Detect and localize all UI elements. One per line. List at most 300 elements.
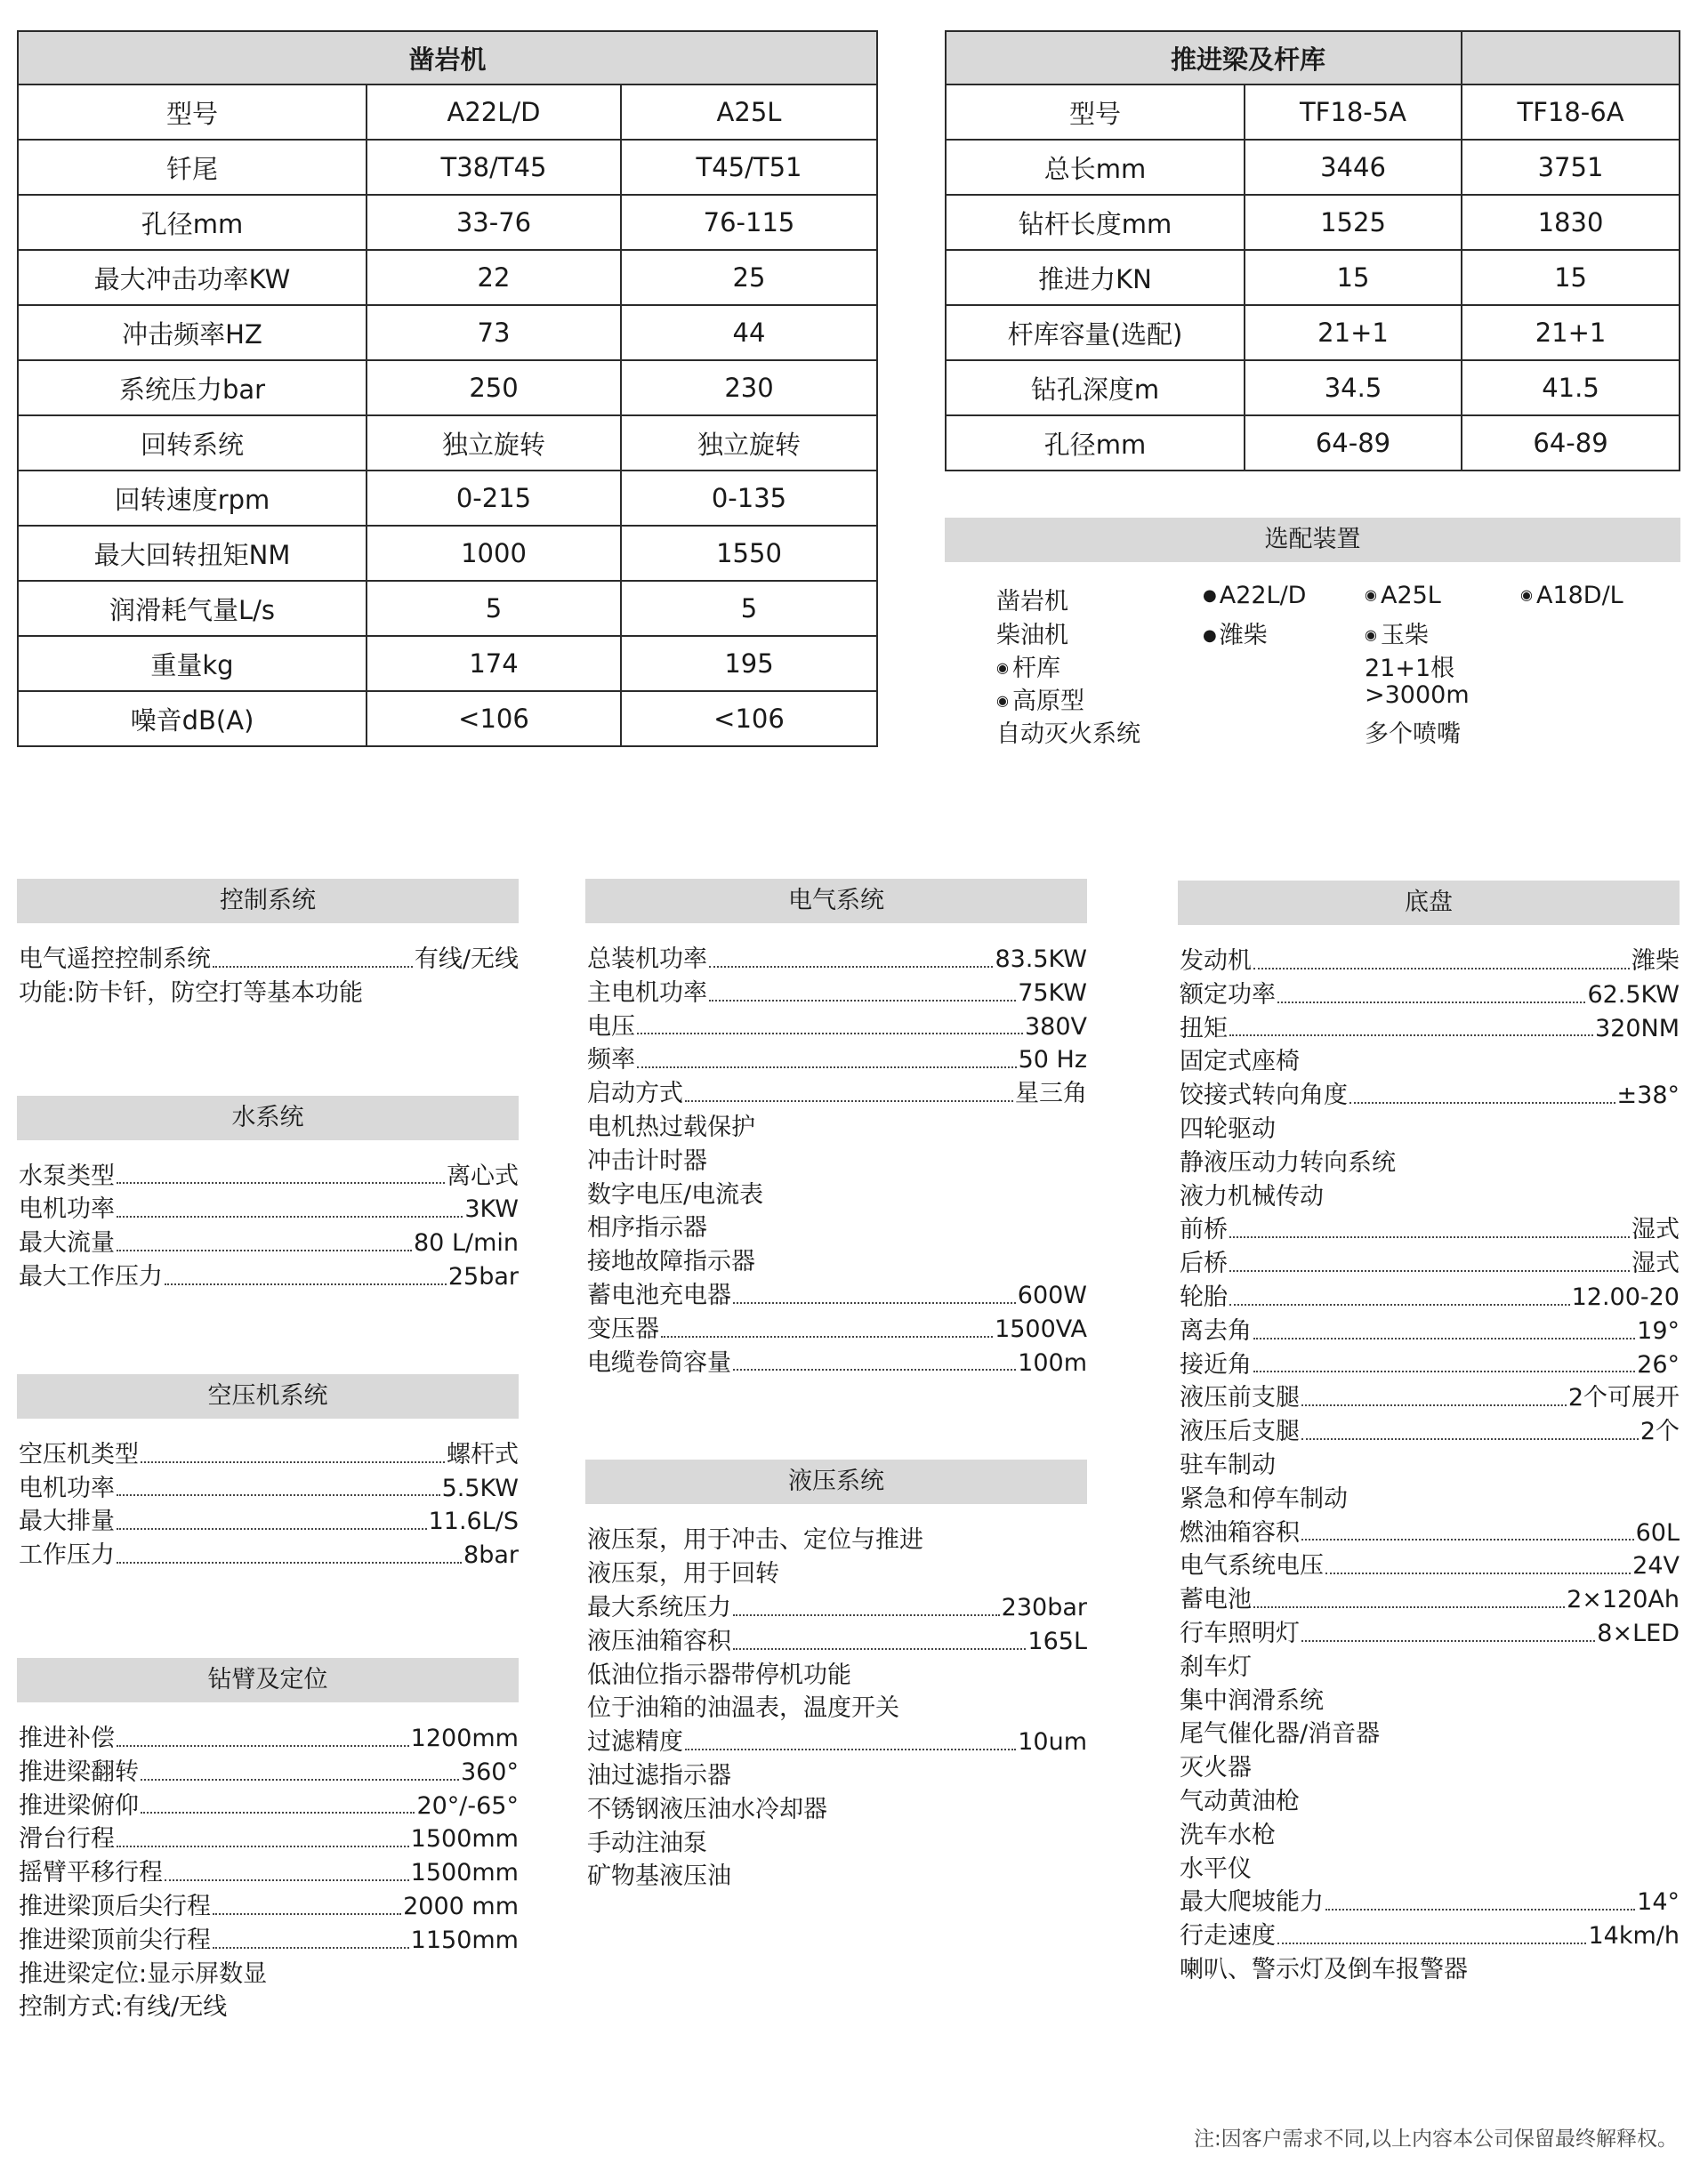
spec-item-label: 发动机 — [1180, 947, 1252, 975]
spec-item — [17, 1958, 519, 1991]
spec-item-value: 1150mm — [410, 1926, 519, 1954]
spec-item — [585, 1145, 1087, 1179]
dot-leader — [165, 1260, 447, 1285]
spec-item-label: 最大排量 — [19, 1508, 115, 1536]
spec-item-label: 接地故障指示器 — [587, 1248, 755, 1276]
spec-item — [585, 943, 1087, 977]
spec-item-label: 额定功率 — [1180, 980, 1276, 1009]
dot-leader — [117, 1822, 409, 1847]
spec-item-label: 水泵类型 — [19, 1162, 115, 1190]
dot-leader — [685, 1077, 1013, 1102]
optional-equipment-row — [945, 615, 1680, 649]
optional-equipment-title: 选配装置 — [945, 518, 1680, 562]
spec-item — [585, 1793, 1087, 1827]
feed-beam-label-cell: 钻孔深度m — [946, 360, 1245, 415]
rock-drill-value-cell: 22 — [367, 250, 621, 305]
feed-beam-value-cell: 1525 — [1245, 195, 1462, 250]
spec-item-label: 低油位指示器带停机功能 — [587, 1661, 851, 1689]
rock-drill-label-cell: 型号 — [18, 84, 367, 140]
dot-leader — [117, 1722, 409, 1747]
spec-item-value: 潍柴 — [1631, 947, 1680, 975]
spec-item-value: 60L — [1635, 1518, 1680, 1547]
rock-drill-value-cell: 5 — [621, 581, 877, 636]
rock-drill-value-cell: 1550 — [621, 526, 877, 581]
rock-drill-value-cell: T45/T51 — [621, 140, 877, 195]
spec-item-label: 洗车水枪 — [1180, 1821, 1276, 1849]
spec-item — [585, 1211, 1087, 1245]
dot-leader — [1277, 978, 1585, 1003]
spec-item-value: 2×120Ah — [1567, 1586, 1680, 1614]
feed-beam-value-cell: 3751 — [1462, 140, 1680, 195]
dot-leader — [1277, 1919, 1586, 1944]
spec-section — [17, 879, 519, 1010]
feed-beam-label-cell: 总长mm — [946, 140, 1245, 195]
dot-leader — [1229, 1247, 1630, 1272]
spec-item — [1178, 1180, 1680, 1214]
spec-item — [17, 1722, 519, 1756]
spec-item — [585, 1010, 1087, 1044]
spec-item — [1178, 1415, 1680, 1449]
spec-column-left — [17, 879, 519, 2024]
dot-leader — [661, 1313, 993, 1338]
spec-item — [1178, 1617, 1680, 1651]
spec-section — [17, 1374, 519, 1573]
spec-item-value: 100m — [1018, 1348, 1087, 1377]
spec-item — [17, 1856, 519, 1890]
dot-leader — [1229, 1012, 1593, 1037]
spec-item-label: 启动方式 — [587, 1080, 683, 1108]
spec-item — [17, 1924, 519, 1958]
rock-drill-value-cell: A25L — [621, 84, 877, 140]
spec-item-label: 尾气催化器/消音器 — [1180, 1720, 1381, 1749]
rock-drill-label-cell: 冲击频率HZ — [18, 305, 367, 360]
spec-section-title: 水系统 — [17, 1096, 519, 1140]
spec-item-label: 不锈钢液压油水冷却器 — [587, 1795, 827, 1823]
rock-drill-row — [18, 195, 877, 250]
spec-item-label: 相序指示器 — [587, 1214, 707, 1243]
spec-section-title: 钻臂及定位 — [17, 1658, 519, 1702]
spec-item-value: 8bar — [463, 1541, 519, 1570]
dot-leader — [1325, 1549, 1631, 1574]
spec-item-label: 推进梁顶后尖行程 — [19, 1892, 211, 1920]
spec-list — [1178, 925, 1680, 1987]
spec-item-value: 1500mm — [410, 1825, 519, 1854]
optional-equipment-cell: ◉ 高原型 — [996, 681, 1084, 716]
dot-leader — [709, 943, 993, 968]
optional-equipment-cell: ◉ 杆库 — [996, 648, 1060, 683]
spec-item — [17, 943, 519, 977]
spec-item-label: 功能:防卡钎，防空打等基本功能 — [19, 978, 364, 1007]
spec-item — [17, 1756, 519, 1790]
spec-item-label: 扭矩 — [1180, 1014, 1228, 1042]
feed-beam-value-cell: 21+1 — [1245, 305, 1462, 360]
rock-drill-value-cell: 5 — [367, 581, 621, 636]
rock-drill-label-cell: 重量kg — [18, 636, 367, 691]
spec-item — [1178, 1886, 1680, 1919]
spec-item-value: 2000 mm — [403, 1892, 519, 1920]
spec-item-label: 摇臂平移行程 — [19, 1859, 163, 1887]
spec-item — [585, 1827, 1087, 1861]
spec-item-value: 5.5KW — [441, 1474, 519, 1502]
optional-equipment-cell: 多个喷嘴 — [1365, 720, 1461, 748]
rock-drill-header-row — [18, 31, 877, 84]
rock-drill-value-cell: 195 — [621, 636, 877, 691]
spec-item — [585, 1313, 1087, 1347]
spec-item-label: 变压器 — [587, 1315, 659, 1343]
rock-drill-row — [18, 250, 877, 305]
rock-drill-value-cell: 73 — [367, 305, 621, 360]
feed-beam-header-row — [946, 31, 1680, 84]
spec-item-label: 前桥 — [1180, 1216, 1228, 1244]
dot-leader — [213, 1924, 409, 1949]
spec-item-value: 20°/-65° — [416, 1791, 519, 1820]
spec-section — [585, 1460, 1087, 1894]
spec-item-label: 液压泵，用于回转 — [587, 1560, 779, 1589]
rock-drill-row — [18, 415, 877, 471]
dot-leader — [213, 1890, 401, 1915]
spec-item — [1178, 1213, 1680, 1247]
spec-item-label: 固定式座椅 — [1180, 1048, 1300, 1076]
spec-item — [1178, 1045, 1680, 1079]
spec-item-label: 刹车灯 — [1180, 1653, 1252, 1681]
dot-leader — [1325, 1886, 1635, 1911]
dot-leader — [1253, 1583, 1565, 1608]
spec-section — [585, 879, 1087, 1380]
dot-leader — [117, 1193, 463, 1218]
spec-list — [17, 1419, 519, 1573]
feed-beam-value-cell: 1830 — [1462, 195, 1680, 250]
spec-item-label: 位于油箱的油温表，温度开关 — [587, 1694, 899, 1723]
spec-item-label: 喇叭、警示灯及倒车报警器 — [1180, 1955, 1468, 1983]
optional-equipment-cell: >3000m — [1365, 681, 1470, 709]
feed-beam-value-cell: 41.5 — [1462, 360, 1680, 415]
dot-leader — [1229, 1281, 1570, 1306]
rock-drill-value-cell: A22L/D — [367, 84, 621, 140]
spec-section-title: 底盘 — [1178, 881, 1680, 925]
spec-item — [1178, 1348, 1680, 1382]
dot-leader — [117, 1160, 445, 1185]
feed-beam-value-cell: 3446 — [1245, 140, 1462, 195]
spec-item — [1178, 1247, 1680, 1281]
dot-leader — [117, 1505, 427, 1530]
spec-item — [17, 1260, 519, 1294]
dot-leader — [141, 1756, 459, 1781]
spec-item-value: 2个 — [1640, 1418, 1680, 1446]
spec-item-label: 液压前支腿 — [1180, 1384, 1300, 1412]
spec-item — [1178, 945, 1680, 978]
feed-beam-title: 推进梁及杆库 — [946, 31, 1462, 84]
dot-leader — [141, 1438, 445, 1463]
feed-beam-value-cell: 15 — [1462, 250, 1680, 305]
spec-item-label: 水平仪 — [1180, 1854, 1252, 1883]
spec-item-value: 320NM — [1594, 1014, 1680, 1042]
spec-item-label: 总装机功率 — [587, 945, 707, 973]
spec-item — [17, 1991, 519, 2024]
feed-beam-row — [946, 415, 1680, 471]
rock-drill-value-cell: 1000 — [367, 526, 621, 581]
optional-equipment-cell: 凿岩机 — [996, 588, 1068, 615]
spec-item-value: 360° — [460, 1758, 519, 1786]
optional-equipment-cell: ◉ A18D/L — [1520, 582, 1623, 609]
spec-item-label: 推进梁顶前尖行程 — [19, 1926, 211, 1954]
dot-leader — [1253, 1315, 1635, 1339]
dot-leader — [1301, 1415, 1639, 1440]
spec-item — [1178, 1953, 1680, 1987]
spec-item — [585, 1759, 1087, 1793]
rock-drill-value-cell: 44 — [621, 305, 877, 360]
spec-item-value: 12.00-20 — [1571, 1283, 1680, 1311]
rock-drill-label-cell: 钎尾 — [18, 140, 367, 195]
rock-drill-row — [18, 471, 877, 526]
feed-beam-row — [946, 360, 1680, 415]
dot-leader — [1301, 1381, 1567, 1406]
spec-item-label: 油过滤指示器 — [587, 1761, 731, 1790]
spec-item — [1178, 1381, 1680, 1415]
spec-item-label: 推进梁俯仰 — [19, 1791, 139, 1820]
spec-item-value: 50 Hz — [1018, 1046, 1087, 1074]
spec-item-label: 最大流量 — [19, 1229, 115, 1258]
spec-section-title: 空压机系统 — [17, 1374, 519, 1419]
spec-item-value: 1500VA — [995, 1315, 1087, 1343]
rock-drill-label-cell: 润滑耗气量L/s — [18, 581, 367, 636]
spec-item-label: 冲击计时器 — [587, 1146, 707, 1175]
spec-list — [585, 1504, 1087, 1894]
rock-drill-title: 凿岩机 — [18, 31, 877, 84]
spec-item-label: 液力机械传动 — [1180, 1182, 1324, 1211]
spec-item-label: 电机热过载保护 — [587, 1113, 755, 1141]
spec-item-value: ±38° — [1616, 1082, 1680, 1110]
optional-equipment-cell: ◉ 玉柴 — [1365, 615, 1429, 650]
spec-item-label: 后桥 — [1180, 1250, 1228, 1278]
spec-item — [585, 1111, 1087, 1145]
spec-item-value: 80 L/min — [414, 1229, 519, 1258]
spec-item — [1178, 1685, 1680, 1718]
dot-leader — [1229, 1213, 1630, 1238]
dot-leader — [733, 1279, 1016, 1304]
spec-column-right — [1178, 881, 1680, 1987]
spec-item-label: 紧急和停车制动 — [1180, 1484, 1348, 1513]
spec-item-label: 推进梁翻转 — [19, 1758, 139, 1786]
dot-leader — [213, 943, 413, 968]
spec-item — [17, 1472, 519, 1506]
spec-item-value: 1200mm — [410, 1724, 519, 1752]
rock-drill-label-cell: 最大回转扭矩NM — [18, 526, 367, 581]
spec-item-value: 26° — [1637, 1350, 1680, 1379]
spec-section-title: 控制系统 — [17, 879, 519, 923]
spec-item-label: 主电机功率 — [587, 978, 707, 1007]
spec-item — [585, 1245, 1087, 1279]
spec-item — [17, 1890, 519, 1924]
dot-leader — [637, 1043, 1017, 1068]
spec-list — [17, 1702, 519, 2024]
spec-item-value: 230bar — [1001, 1593, 1087, 1621]
spec-item — [1178, 1819, 1680, 1853]
spec-item-label: 推进补偿 — [19, 1724, 115, 1752]
spec-item-label: 接近角 — [1180, 1350, 1252, 1379]
spec-section — [17, 1096, 519, 1294]
rock-drill-label-cell: 噪音dB(A) — [18, 691, 367, 746]
spec-item-label: 灭火器 — [1180, 1754, 1252, 1782]
dot-leader — [1301, 1516, 1634, 1541]
spec-item-label: 蓄电池充电器 — [587, 1281, 731, 1309]
spec-item-value: 2个可展开 — [1567, 1384, 1680, 1412]
spec-item-label: 四轮驱动 — [1180, 1114, 1276, 1143]
rock-drill-label-cell: 回转速度rpm — [18, 471, 367, 526]
spec-item-value: 83.5KW — [995, 945, 1087, 973]
spec-section-title: 液压系统 — [585, 1460, 1087, 1504]
spec-item-value: 3KW — [464, 1195, 519, 1224]
feed-beam-label-cell: 推进力KN — [946, 250, 1245, 305]
spec-item-label: 电机功率 — [19, 1474, 115, 1502]
spec-item — [17, 1227, 519, 1260]
optional-equipment-cell: 柴油机 — [996, 622, 1068, 649]
spec-item-value: 600W — [1017, 1281, 1087, 1309]
rock-drill-value-cell: <106 — [621, 691, 877, 746]
rock-drill-row — [18, 140, 877, 195]
spec-item-label: 推进梁定位:显示屏数显 — [19, 1959, 268, 1988]
dot-leader — [709, 977, 1016, 1002]
spec-item — [1178, 1449, 1680, 1483]
feed-beam-value-cell: TF18-5A — [1245, 84, 1462, 140]
optional-equipment-cell: ● A22L/D — [1203, 582, 1306, 609]
spec-item-value: 11.6L/S — [428, 1508, 519, 1536]
spec-item-label: 静液压动力转向系统 — [1180, 1148, 1396, 1177]
rock-drill-row — [18, 526, 877, 581]
feed-beam-label-cell: 杆库容量(选配) — [946, 305, 1245, 360]
spec-item-value: 星三角 — [1015, 1080, 1087, 1108]
feed-beam-table — [945, 30, 1680, 471]
feed-beam-value-cell: 15 — [1245, 250, 1462, 305]
spec-item-label: 液压泵，用于冲击、定位与推进 — [587, 1526, 923, 1555]
spec-item-value: 14° — [1637, 1888, 1680, 1917]
spec-item — [17, 1160, 519, 1194]
spec-item-label: 轮胎 — [1180, 1283, 1228, 1311]
spec-item-value: 离心式 — [447, 1162, 519, 1190]
spec-item — [585, 1659, 1087, 1693]
spec-item-value: 165L — [1027, 1627, 1087, 1655]
spec-item — [585, 977, 1087, 1010]
feed-beam-value-cell: 64-89 — [1245, 415, 1462, 471]
optional-equipment-row — [945, 648, 1680, 682]
spec-item — [1178, 1281, 1680, 1315]
spec-item — [585, 1043, 1087, 1077]
dot-leader — [1349, 1079, 1615, 1104]
spec-item — [17, 1822, 519, 1856]
spec-item — [585, 1557, 1087, 1591]
rock-drill-value-cell: 0-215 — [367, 471, 621, 526]
spec-column-middle — [585, 879, 1087, 1894]
rock-drill-value-cell: 25 — [621, 250, 877, 305]
spec-item — [1178, 1483, 1680, 1516]
optional-equipment-cell: ● 潍柴 — [1203, 615, 1268, 650]
feed-beam-value-cell: 21+1 — [1462, 305, 1680, 360]
spec-item — [585, 1591, 1087, 1625]
dot-leader — [1253, 1348, 1635, 1373]
spec-item-label: 燃油箱容积 — [1180, 1518, 1300, 1547]
spec-item-label: 最大系统压力 — [587, 1593, 731, 1621]
spec-item-label: 电压 — [587, 1012, 635, 1041]
spec-item-value: 8×LED — [1597, 1619, 1680, 1647]
feed-beam-row — [946, 195, 1680, 250]
spec-item-value: 螺杆式 — [447, 1440, 519, 1468]
spec-item-label: 电缆卷筒容量 — [587, 1348, 731, 1377]
spec-item — [1178, 1751, 1680, 1785]
spec-item-value: 湿式 — [1631, 1216, 1680, 1244]
spec-item-label: 蓄电池 — [1180, 1586, 1252, 1614]
rock-drill-row — [18, 636, 877, 691]
dot-leader — [117, 1227, 412, 1251]
spec-item-label: 离去角 — [1180, 1316, 1252, 1345]
spec-item — [585, 1179, 1087, 1212]
feed-beam-row — [946, 84, 1680, 140]
feed-beam-value-cell: TF18-6A — [1462, 84, 1680, 140]
spec-item-label: 液压油箱容积 — [587, 1627, 731, 1655]
dot-leader — [733, 1347, 1016, 1372]
dot-leader — [637, 1010, 1023, 1035]
spec-item — [585, 1077, 1087, 1111]
spec-list — [17, 1140, 519, 1294]
rock-drill-table — [17, 30, 878, 747]
feed-beam-value-cell: 34.5 — [1245, 360, 1462, 415]
spec-item — [17, 1539, 519, 1573]
optional-equipment-row — [945, 714, 1680, 748]
spec-item-value: 湿式 — [1631, 1250, 1680, 1278]
spec-item — [1178, 1549, 1680, 1583]
spec-item — [585, 1692, 1087, 1726]
rock-drill-value-cell: 76-115 — [621, 195, 877, 250]
spec-item-label: 滑台行程 — [19, 1825, 115, 1854]
rock-drill-row — [18, 581, 877, 636]
dot-leader — [1301, 1617, 1595, 1642]
rock-drill-value-cell: 独立旋转 — [621, 415, 877, 471]
spec-item-value: 380V — [1024, 1012, 1087, 1041]
feed-beam-row — [946, 305, 1680, 360]
spec-item — [1178, 1785, 1680, 1819]
spec-item — [1178, 1079, 1680, 1113]
spec-item-value: 10um — [1018, 1728, 1087, 1757]
spec-item-label: 行走速度 — [1180, 1922, 1276, 1951]
spec-item — [1178, 1012, 1680, 1046]
dot-leader — [1253, 945, 1630, 969]
spec-section-title: 电气系统 — [585, 879, 1087, 923]
spec-item — [1178, 978, 1680, 1012]
spec-item-label: 行车照明灯 — [1180, 1619, 1300, 1647]
spec-item — [585, 1625, 1087, 1659]
spec-item — [1178, 1146, 1680, 1180]
disclaimer-note: 注:因客户需求不同,以上内容本公司保留最终解释权。 — [1193, 2128, 1678, 2151]
spec-item-label: 电气遥控控制系统 — [19, 945, 211, 973]
spec-item — [1178, 1516, 1680, 1550]
spec-item-label: 液压后支腿 — [1180, 1418, 1300, 1446]
rock-drill-value-cell: <106 — [367, 691, 621, 746]
rock-drill-label-cell: 回转系统 — [18, 415, 367, 471]
spec-item-value: 有线/无线 — [414, 945, 519, 973]
dot-leader — [165, 1856, 409, 1881]
dot-leader — [117, 1472, 440, 1497]
spec-item — [585, 1726, 1087, 1759]
rock-drill-value-cell: T38/T45 — [367, 140, 621, 195]
spec-item — [17, 1505, 519, 1539]
spec-item — [17, 1790, 519, 1823]
optional-equipment — [945, 518, 1680, 784]
feed-beam-label-cell: 型号 — [946, 84, 1245, 140]
spec-item-label: 饺接式转向角度 — [1180, 1082, 1348, 1110]
dot-leader — [685, 1726, 1016, 1750]
feed-beam-value-cell: 64-89 — [1462, 415, 1680, 471]
feed-beam-row — [946, 140, 1680, 195]
optional-equipment-cell: ◉ A25L — [1365, 582, 1441, 609]
rock-drill-value-cell: 33-76 — [367, 195, 621, 250]
